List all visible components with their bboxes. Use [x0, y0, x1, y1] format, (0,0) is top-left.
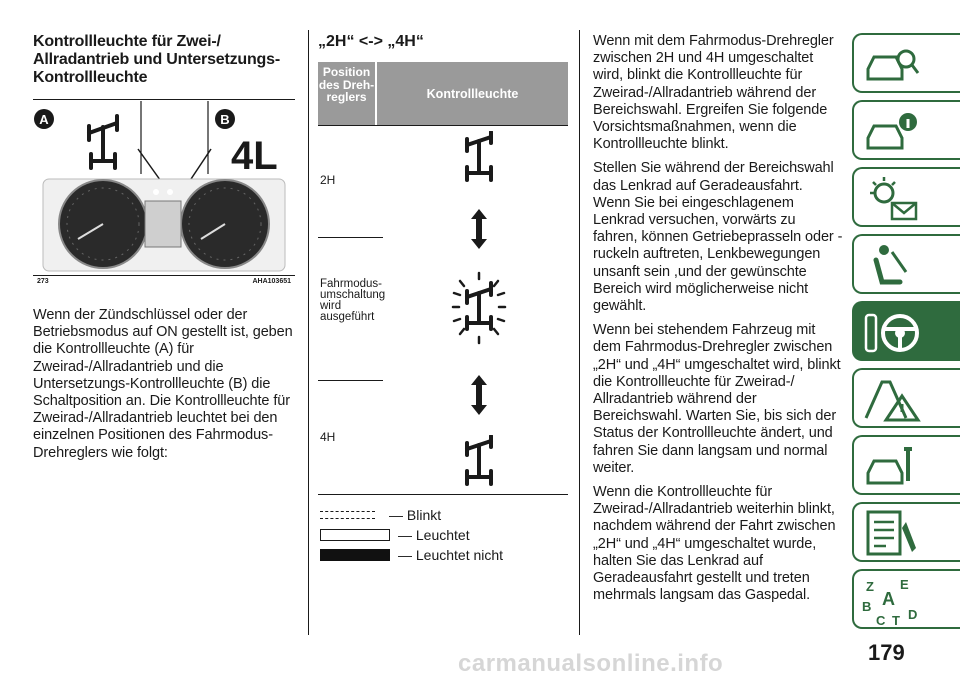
car-search-icon — [862, 39, 922, 91]
table-title: „2H“ <-> „4H“ — [318, 33, 424, 50]
tab-car-service[interactable] — [852, 435, 960, 495]
car-info-icon — [862, 106, 922, 158]
table-header-rule — [318, 125, 568, 126]
car-service-icon — [862, 441, 922, 493]
column-divider-1 — [308, 30, 309, 635]
intro-paragraph: Wenn der Zündschlüssel oder der Betriebsmodus auf ON gestellt ist, geben die Kontrollleuchte (A) für Zweirad-/Allradantrieb und die Untersetzungs-Kontrollleuchte (B) die Schaltposition an. Die Kontrollleuchte für Zweirad-/Allradantrieb leuchtet bei den einzelnen Positionen des Fahrmodus-Drehreglers wie folgt: — [33, 307, 293, 461]
watermark: carmanualsonline.info — [458, 650, 724, 677]
svg-text:Z: Z — [866, 579, 874, 594]
alphabet-index-icon — [862, 575, 922, 627]
tab-car-search[interactable] — [852, 33, 960, 93]
dashboard-figure — [33, 99, 295, 285]
left-column — [33, 33, 295, 462]
double-arrow-icon — [471, 375, 487, 415]
tab-data-list[interactable] — [852, 502, 960, 562]
right-column — [593, 33, 843, 612]
tab-starting-driving[interactable] — [852, 301, 960, 361]
legend-on — [320, 527, 470, 543]
row-label-2h: 2H — [320, 173, 336, 187]
legend-swatch-off — [320, 549, 390, 561]
row-rule-1 — [318, 237, 383, 238]
svg-text:C: C — [876, 613, 886, 627]
label-b: B — [220, 112, 230, 127]
legend-swatch-on — [320, 529, 390, 541]
warning-lights-icon — [862, 173, 922, 225]
row-label-shift: Fahrmodus- umschaltung wird ausgeführt — [320, 278, 386, 323]
header-position: Position des Dreh- reglers — [318, 62, 375, 125]
double-arrow-icon — [471, 209, 487, 249]
page-number: 179 — [868, 640, 905, 665]
svg-text:A: A — [882, 589, 895, 609]
figure-code: AHA103651 — [252, 278, 291, 285]
legend-blink — [320, 507, 441, 523]
header-lamp: Kontrollleuchte — [377, 62, 568, 125]
section-title: Kontrollleuchte für Zwei-/ Allradantrieb und Untersetzungs- Kontrollleuchte — [33, 33, 280, 86]
key-steering-wheel-icon — [862, 307, 922, 359]
chapter-tabs — [852, 33, 960, 636]
tab-seat-airbag[interactable] — [852, 234, 960, 294]
column-divider-2 — [579, 30, 580, 635]
row-rule-2 — [318, 380, 383, 381]
4wd-blinking-lamp-icon — [451, 271, 507, 345]
legend-on-label: — Leuchtet — [398, 527, 470, 543]
instrument-cluster-illustration — [33, 99, 295, 274]
seat-airbag-icon — [862, 240, 922, 292]
paragraph-4: Wenn die Kontrollleuchte für Zweirad-/Allradantrieb weiterhin blinkt, nachdem während der Fahrt zwischen „2H“ und „4H“ umgeschaltet wurde, halten Sie das Lenkrad auf Geradeausfahrt gestellt und treten mehrmals langsam das Gaspedal. — [593, 484, 836, 604]
figure-number: 273 — [37, 278, 49, 285]
tab-car-info[interactable] — [852, 100, 960, 160]
figure-top-rule — [33, 99, 295, 100]
middle-column — [318, 33, 568, 563]
legend-blink-label: — Blinkt — [389, 507, 442, 523]
svg-text:B: B — [862, 599, 872, 614]
svg-text:E: E — [900, 577, 909, 592]
tab-warning-lights[interactable] — [852, 167, 960, 227]
label-4l: 4L — [231, 134, 278, 178]
svg-text:D: D — [908, 607, 918, 622]
tab-road-emergency[interactable] — [852, 368, 960, 428]
label-a: A — [39, 112, 49, 127]
table-bottom-rule — [318, 494, 568, 495]
paragraph-3: Wenn bei stehendem Fahrzeug mit dem Fahrmodus-Drehregler zwischen „2H“ und „4H“ umgeschaltet wird, blinkt die Kontrollleuchte für Zweirad-/ Allradantrieb während der Bereichswahl. Warten Sie, bis sich der Status der Kontrollleuchte ändert, und fahren Sie dann langsam und normal weiter. — [593, 322, 841, 476]
legend-off — [320, 547, 503, 563]
data-list-icon — [862, 508, 922, 560]
tab-alphabet-index[interactable] — [852, 569, 960, 629]
row-label-4h: 4H — [320, 430, 336, 444]
svg-text:T: T — [892, 613, 900, 627]
road-emergency-icon — [862, 374, 922, 426]
figure-caption — [33, 275, 295, 287]
2wd-lamp-icon — [462, 131, 496, 183]
paragraph-1: Wenn mit dem Fahrmodus-Drehregler zwischen 2H und 4H umgeschaltet wird, blinkt die Kontrollleuchte für Zweirad-/Allradantrieb während der Bereichswahl. Ergreifen Sie folgende Vorsichtsmaßnahmen, wenn die Kontrollleuchte blinkt. — [593, 33, 834, 153]
table-header — [318, 62, 568, 125]
paragraph-2: Stellen Sie während der Bereichswahl das Lenkrad auf Geradeausfahrt. Wenn Sie bei eingeschlagenem Lenkrad versuchen, vorwärts zu fahren, können Getriebeprasseln oder -ruckeln auftreten, Lenkbewegungen unsanft sein ,und der gewünschte Bereich wird möglicherweise nicht gewählt. — [593, 160, 843, 315]
legend-off-label: — Leuchtet nicht — [398, 547, 504, 563]
4wd-lamp-icon — [462, 435, 496, 487]
legend-swatch-blink — [320, 511, 375, 519]
